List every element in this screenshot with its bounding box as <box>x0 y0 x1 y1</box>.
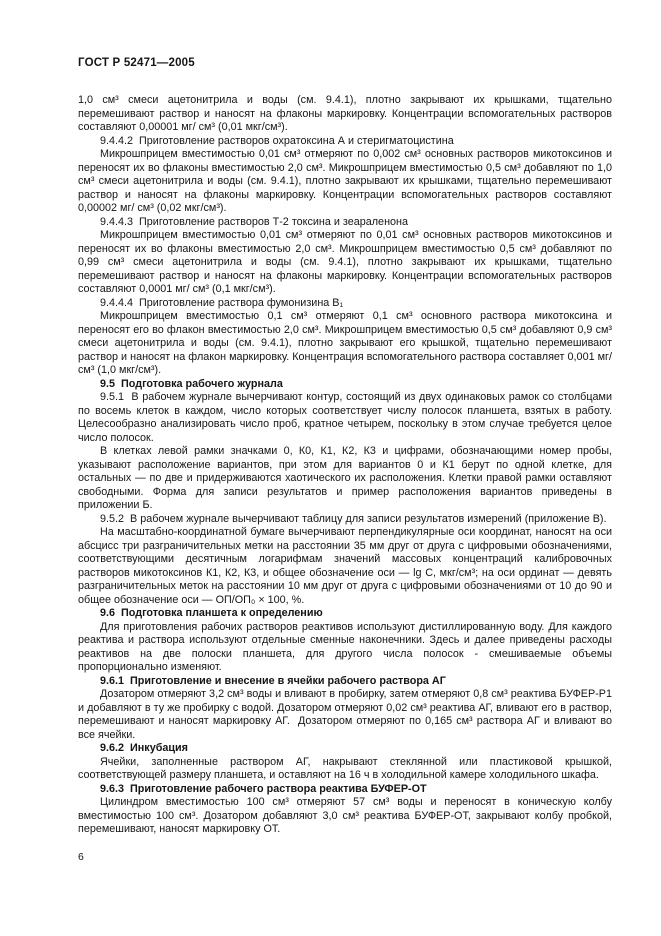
section-heading: 9.6.2 Инкубация <box>100 742 188 754</box>
paragraph: 9.5.1 В рабочем журнале вычерчивают контур, состоящий из двух одинаковых рамок со столбцами по восемь клеток в каждом, число которых соответствует числу полосок планшета, взятых в работу. Целесообразно анализировать число проб, кратное четырем, поскольку в этом случае требуется целое число полосок. <box>78 391 612 444</box>
paragraph: Микрошприцем вместимостью 0,01 см³ отмеряют по 0,002 см³ основных растворов микотоксинов и переносят их во флаконы вместимостью 2,0 см³. Микрошприцем вместимостью 0,5 см³ добавляют по 1,0 см³ смеси ацетонитрила и воды (см. 9.4.1), плотно закрывают их крышками, тщательно перемешивают раствор и наносят на флаконы маркировку. Концентрации вспомогательных растворов составляют 0,00002 мг/ см³ (0,02 мкг/см³). <box>78 148 612 214</box>
section-heading: 9.6.3 Приготовление рабочего раствора реактива БУФЕР-ОТ <box>100 782 427 795</box>
paragraph: В клетках левой рамки значками 0, К0, К1, К2, К3 и цифрами, обозначающими номер пробы, указывают расположение вариантов, при этом для вариантов 0 и К1 берут по одной клетке, для остальных — по две и придерживаются хаотического их расположения. Клетки правой рамки оставляют свободными. Форма для записи результатов и пример расположения вариантов приведены в приложении Б. <box>78 445 612 511</box>
page-number: 6 <box>78 851 84 863</box>
sub-heading: 9.4.4.4 Приготовление раствора фумонизина В₁ <box>100 296 344 309</box>
paragraph: Микрошприцем вместимостью 0,01 см³ отмеряют по 0,01 см³ основных растворов микотоксинов и переносят их во флаконы вместимостью 2,0 см³. Микрошприцем вместимостью 0,5 см³ добавляют по 0,99 см³ смеси ацетонитрила и воды (см. 9.4.1), плотно закрывают их крышками, тщательно перемешивают раствор и наносят на флаконы маркировку. Концентрации вспомогательных растворов составляют 0,0001 мг/ см³ (0,1 мкг/см³). <box>78 229 612 295</box>
paragraph: Для приготовления рабочих растворов реактивов используют дистиллированную воду. Для каждого реактива и раствора используют отдельные сменные наконечники. Здесь и далее приведены расходы реактивов на две полоски планшета, для другого числа полосок - смешиваемые объемы пропорционально изменяют. <box>78 620 612 673</box>
paragraph: 1,0 см³ смеси ацетонитрила и воды (см. 9.4.1), плотно закрывают их крышками, тщательно перемешивают раствор и наносят на флаконы маркировку. Концентрации вспомогательных растворов составляют 0,00001 мг/ см³ (0,01 мкг/см³). <box>78 94 612 133</box>
paragraph: Дозатором отмеряют 3,2 см³ воды и вливают в пробирку, затем отмеряют 0,8 см³ реактива БУФЕР-Р1 и добавляют в ту же пробирку с водой. Дозатором отмеряют 0,02 см³ реактива АГ, вливают его в раствор, перемешивают и наносят маркировку АГ. Дозатором отмеряют по 0,165 см³ раствора АГ и вливают во все ячейки. <box>78 688 612 741</box>
document-header: ГОСТ Р 52471—2005 <box>78 57 195 69</box>
paragraph: Цилиндром вместимостью 100 см³ отмеряют 57 см³ воды и переносят в коническую колбу вместимостью 100 см³. Дозатором добавляют 3,0 см³ реактива БУФЕР-ОТ, закрывают колбу пробкой, перемешивают, наносят маркировку ОТ. <box>78 796 612 835</box>
sub-heading: 9.4.4.2 Приготовление растворов охратоксина А и стеригматоцистина <box>100 134 454 147</box>
paragraph: На масштабно-координатной бумаге вычерчивают перпендикулярные оси координат, наносят на оси абсцисс три разграничительных метки на расстоянии 35 мм друг от друга с цифровыми обозначениями, соответствующими десятичным логарифмам значений массовых концентраций калибровочных растворов микотоксинов К1, К2, К3, и общее обозначение оси — lg С, мкг/см³; на оси ординат — девять разграничительных меток на расстоянии 10 мм друг от друга с цифровыми обозначениями от 10 до 90 и общее обозначение оси — ОП/ОП₀ × 100, %. <box>78 526 612 606</box>
page-body <box>78 94 612 837</box>
section-heading: 9.6 Подготовка планшета к определению <box>100 607 323 619</box>
paragraph: Микрошприцем вместимостью 0,1 см³ отмеряют 0,1 см³ основного раствора микотоксина и переносят его во флакон вместимостью 2,0 см³. Микрошприцем вместимостью 0,5 см³ добавляют 0,9 см³ смеси ацетонитрила и воды (см. 9.4.1), плотно закрывают его крышкой, тщательно перемешивают раствор и наносят на флакон маркировку. Концентрация вспомогательного раствора составляет 0,001 мг/ см³ (1,0 мкг/см³). <box>78 310 612 376</box>
section-heading: 9.6.1 Приготовление и внесение в ячейки рабочего раствора АГ <box>100 674 446 687</box>
section-heading: 9.5 Подготовка рабочего журнала <box>100 377 283 390</box>
sub-heading: 9.4.4.3 Приготовление растворов Т-2 токсина и зеараленона <box>100 215 409 228</box>
paragraph: 9.5.2 В рабочем журнале вычерчивают таблицу для записи результатов измерений (приложение В). <box>100 512 607 525</box>
paragraph: Ячейки, заполненные раствором АГ, накрывают стеклянной или пластиковой крышкой, соответствующей размеру планшета, и оставляют на 16 ч в холодильной камере холодильного шкафа. <box>78 755 612 781</box>
